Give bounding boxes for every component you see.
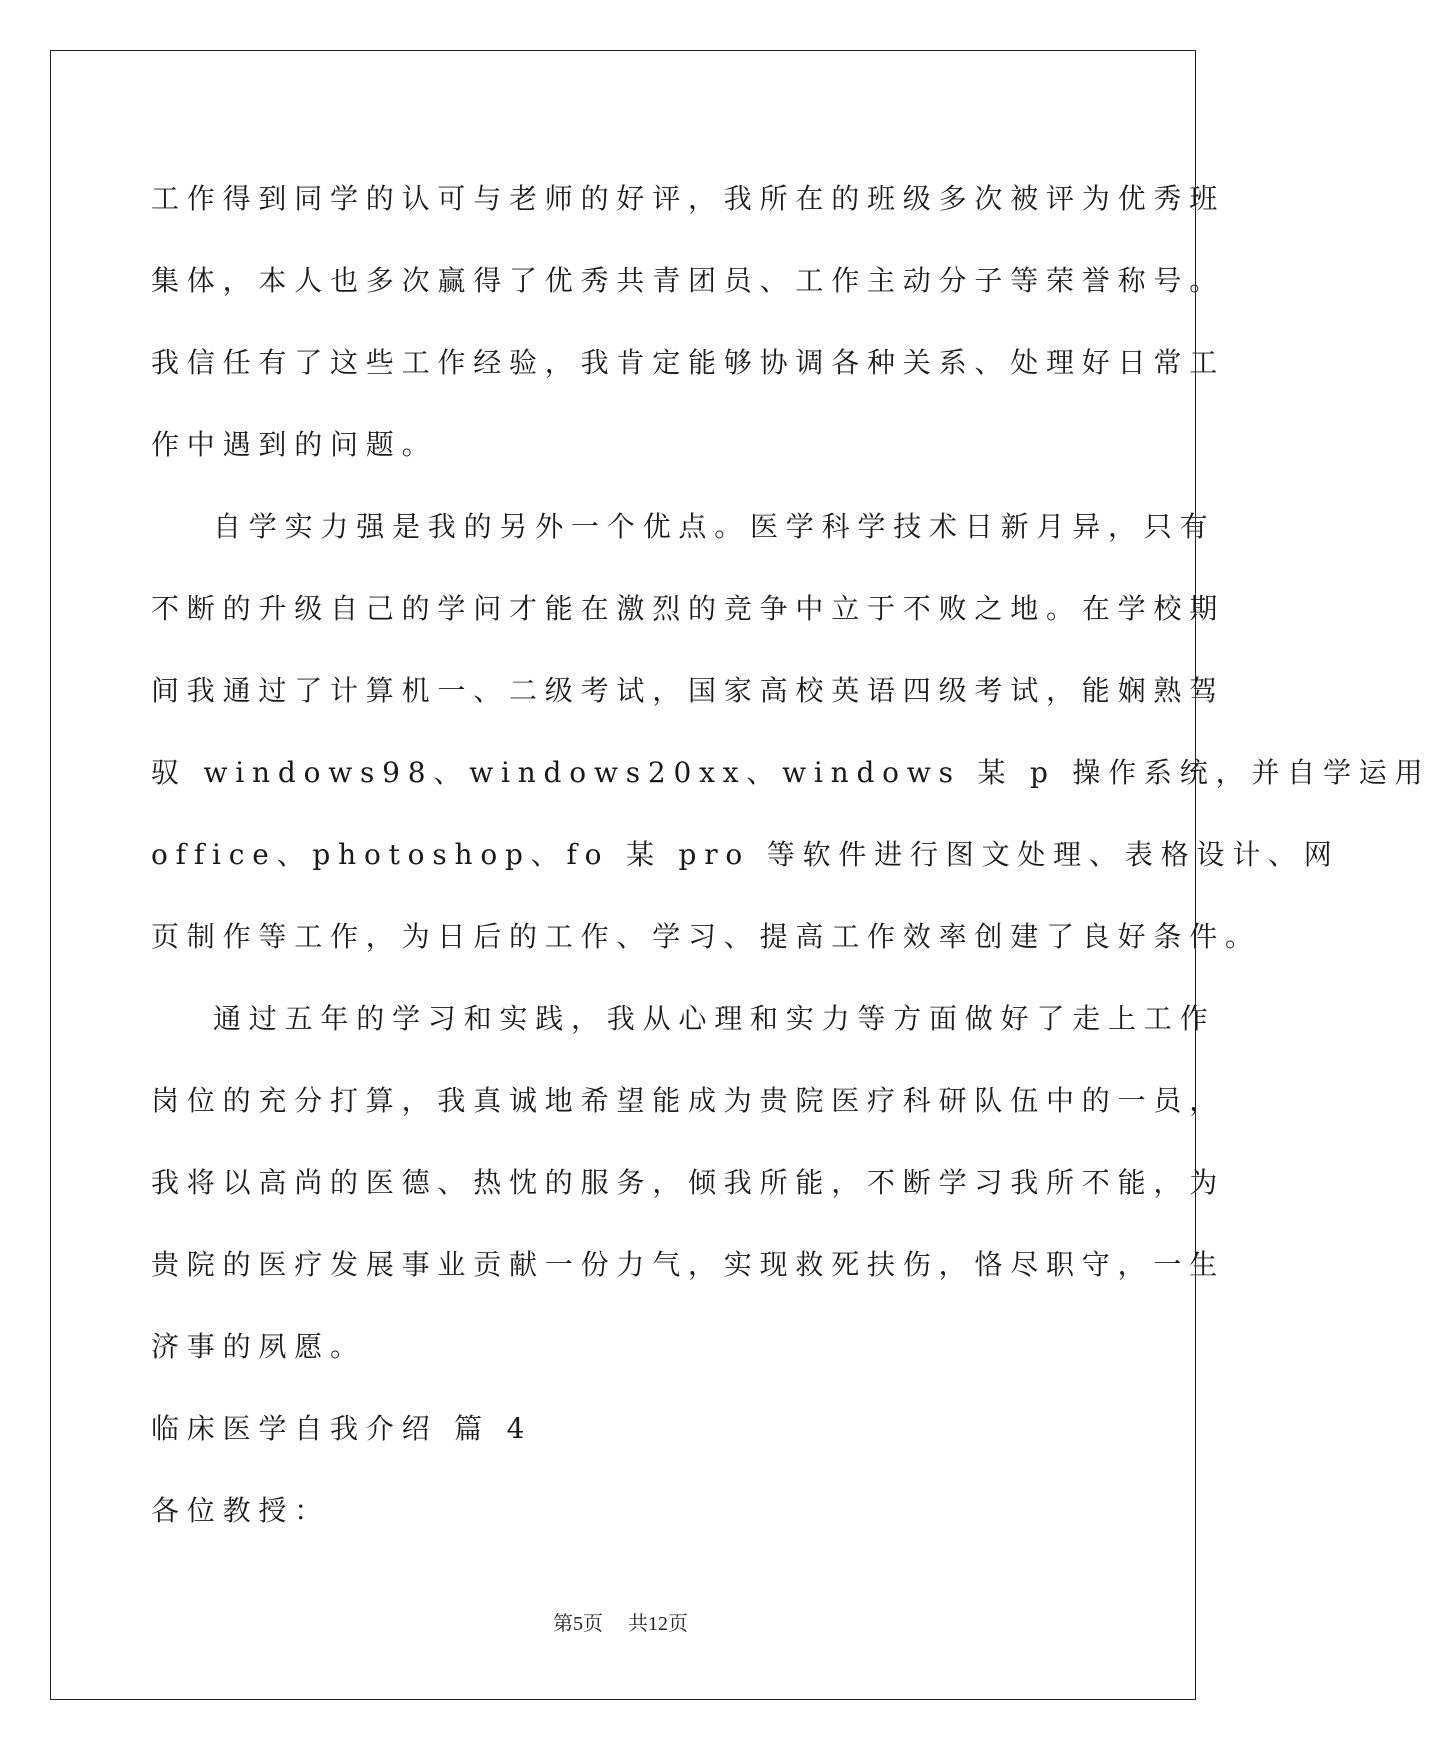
text-line: 页制作等工作，为日后的工作、学习、提高工作效率创建了良好条件。: [151, 920, 1261, 953]
text-line: 工作得到同学的认可与老师的好评，我所在的班级多次被评为优秀班: [151, 182, 1226, 215]
page-total: 共12页: [628, 1613, 688, 1635]
text-line: 间我通过了计算机一、二级考试，国家高校英语四级考试，能娴熟驾: [151, 674, 1226, 707]
text-line: 贵院的医疗发展事业贡献一份力气，实现救死扶伤，恪尽职守，一生: [151, 1248, 1226, 1281]
text-line: 作中遇到的问题。: [151, 428, 438, 461]
text-line: office、photoshop、fo 某 pro 等软件进行图文处理、表格设计、网: [151, 838, 1340, 871]
text-line: 集体，本人也多次赢得了优秀共青团员、工作主动分子等荣誉称号。: [151, 264, 1226, 297]
text-line: 济事的夙愿。: [151, 1330, 366, 1363]
page-footer: [0, 1607, 1241, 1636]
page-number: 第5页: [553, 1613, 603, 1635]
paragraph-start-line: 自学实力强是我的另外一个优点。医学科学技术日新月异，只有: [213, 510, 1216, 543]
paragraph-start-line: 通过五年的学习和实践，我从心理和实力等方面做好了走上工作: [213, 1002, 1216, 1035]
text-line: 我信任有了这些工作经验，我肯定能够协调各种关系、处理好日常工: [151, 346, 1226, 379]
section-heading: 临床医学自我介绍 篇 4: [151, 1412, 533, 1445]
document-body: [151, 158, 1430, 1552]
salutation: 各位教授：: [151, 1494, 331, 1527]
text-line: 驭 windows98、windows20xx、windows 某 p 操作系统，并自学运用: [151, 756, 1430, 789]
text-line: 不断的升级自己的学问才能在激烈的竞争中立于不败之地。在学校期: [151, 592, 1226, 625]
text-line: 岗位的充分打算，我真诚地希望能成为贵院医疗科研队伍中的一员，: [151, 1084, 1226, 1117]
text-line: 我将以高尚的医德、热忱的服务，倾我所能，不断学习我所不能，为: [151, 1166, 1226, 1199]
